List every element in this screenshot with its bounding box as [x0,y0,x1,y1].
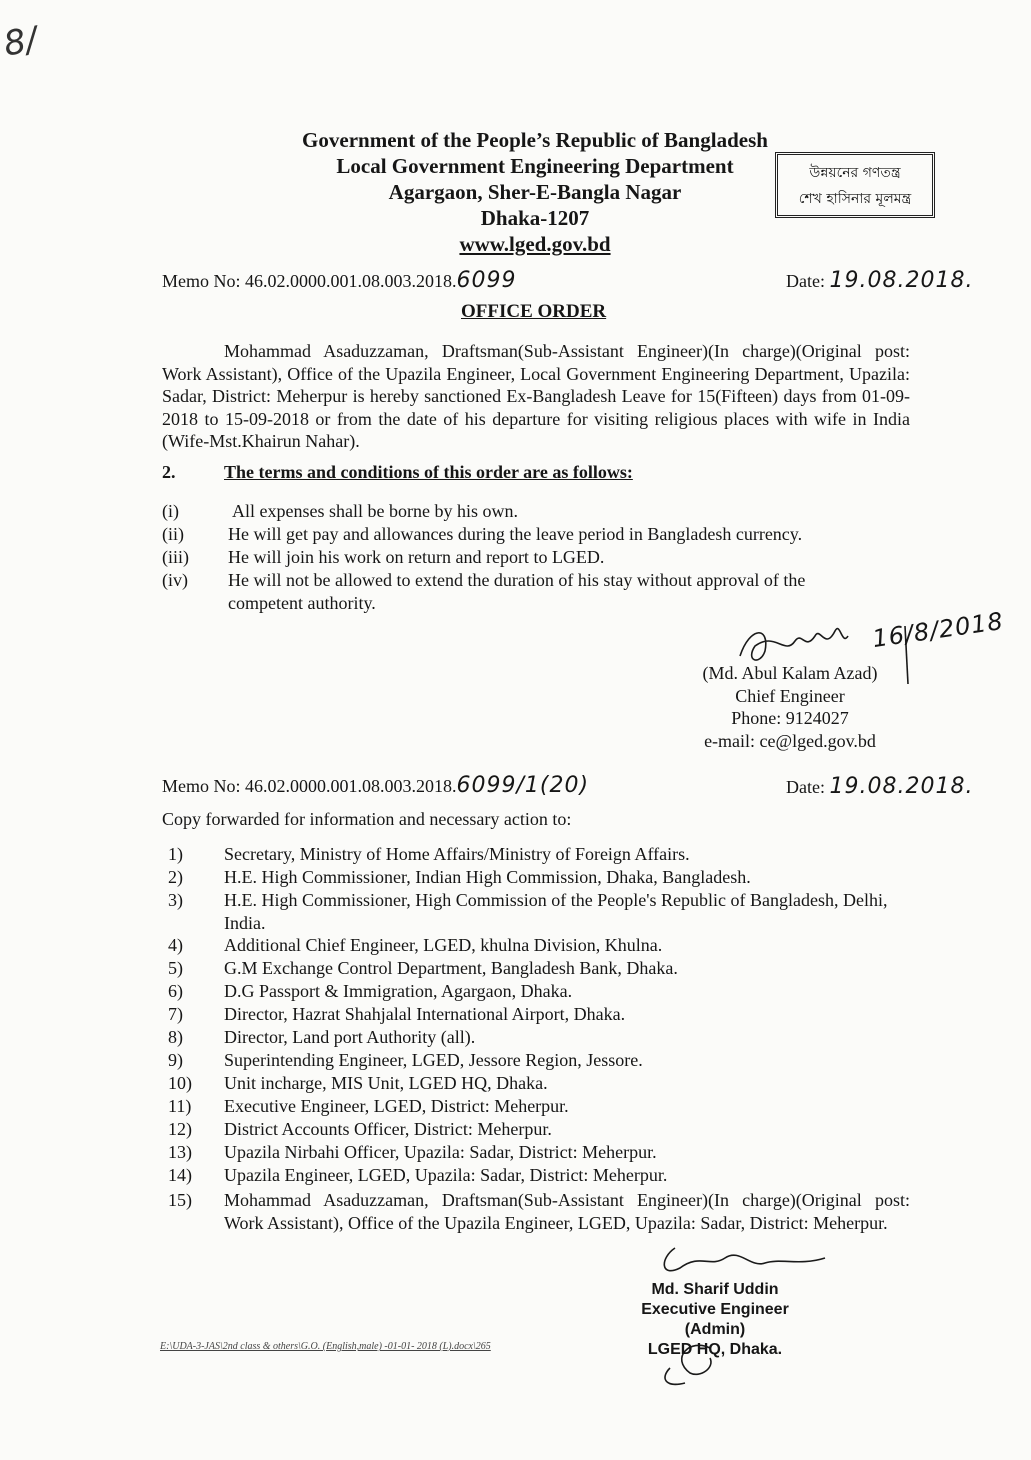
signatory-1-title: Chief Engineer [735,685,845,706]
signatory-1-email: e-mail: ce@lged.gov.bd [704,730,876,751]
signatory-1-name: (Md. Abul Kalam Azad) [702,663,878,683]
term-num: (ii) [162,524,184,544]
recipient-text: H.E. High Commissioner, High Commission of the People's Republic of Bangladesh, Delhi, India. [224,890,888,933]
recipient-num: 2) [168,867,183,887]
recipient-num: 9) [168,1050,183,1070]
memo-number-2 [162,775,589,797]
term-text: He will not be allowed to extend the duration of his stay without approval of the competent authority. [228,570,806,613]
header-address: Agargaon, Sher-E-Bangla Nagar [388,180,682,204]
corner-handwritten-mark: 8/ [0,19,41,65]
website-wrapper [230,231,840,257]
header-city: Dhaka-1207 [480,206,590,230]
signature-date: 16/8/2018 [870,606,1006,654]
term-num: (iv) [162,570,188,590]
header-government: Government of the People’s Republic of Bangladesh [302,128,768,152]
slogan-line-1: উন্নয়নের গণতন্ত্র [809,165,901,181]
recipient-num: 11) [168,1096,192,1116]
memo-prefix-2: Memo No: 46.02.0000.001.08.003.2018. [162,776,457,796]
recipient-num: 8) [168,1027,183,1047]
recipient-text: Secretary, Ministry of Home Affairs/Ministry of Foreign Affairs. [224,844,690,864]
handwritten-date-2: 19.08.2018. [829,774,974,799]
term-num: (i) [162,501,179,521]
term-text: He will get pay and allowances during the leave period in Bangladesh currency. [228,524,803,544]
recipient-num: 12) [168,1119,192,1139]
header-department: Local Government Engineering Department [336,154,734,178]
memo-date-1 [786,270,973,292]
recipient-text: Upazila Nirbahi Officer, Upazila: Sadar, District: Meherpur. [224,1142,657,1162]
footer-file-path: E:\UDA-3-JAS\2nd class & others\G.O. (English,male) -01-01- 2018 (L).docx\265 [160,1341,491,1352]
recipient-text: H.E. High Commissioner, Indian High Commission, Dhaka, Bangladesh. [224,867,751,887]
term-text: He will join his work on return and report to LGED. [228,547,605,567]
recipient-text: Mohammad Asaduzzaman, Draftsman(Sub-Assistant Engineer)(In charge)(Original post: Work Assistant), Office of the Upazila Engineer, LGED, Upazila: Sadar, District: Meherpur. [224,1190,910,1233]
website-link[interactable]: www.lged.gov.bd [459,232,611,256]
terms-heading: The terms and conditions of this order are as follows: [224,462,633,482]
memo-handwritten-no-2: 6099/1(20) [456,773,590,798]
date-label-2: Date: [786,777,825,797]
recipient-text: Director, Hazrat Shahjalal International Airport, Dhaka. [224,1004,626,1024]
signatory-1-phone: Phone: 9124027 [731,708,849,728]
recipient-text: Superintending Engineer, LGED, Jessore Region, Jessore. [224,1050,643,1070]
recipient-num: 5) [168,958,183,978]
terms-number: 2. [162,462,176,482]
recipient-num: 14) [168,1165,192,1185]
signatory-2-title: Executive Engineer (Admin) [641,1301,789,1338]
recipient-num: 3) [168,890,183,910]
recipient-text: Additional Chief Engineer, LGED, khulna Division, Khulna. [224,935,663,955]
office-order-title: OFFICE ORDER [461,301,607,322]
memo-prefix-1: Memo No: 46.02.0000.001.08.003.2018. [162,271,457,291]
term-text: All expenses shall be borne by his own. [232,501,518,521]
order-body-paragraph: Mohammad Asaduzzaman, Draftsman(Sub-Assistant Engineer)(In charge)(Original post: Work Assistant), Office of the Upazila Engineer, Local Government Engineering Department, Upazila: Sadar, District: Meherpur is hereby sanctioned Ex-Bangladesh Leave for 15(Fifteen) days from 01-09-2018 to 15-09-2018 or from the date of his departure for visiting religious places with wife in India (Wife-Mst.Khairun Nahar). [162,341,910,451]
recipient-text: G.M Exchange Control Department, Bangladesh Bank, Dhaka. [224,958,678,978]
date-label-1: Date: [786,271,825,291]
copy-forward-intro: Copy forwarded for information and necessary action to: [162,809,572,829]
recipient-num: 13) [168,1142,192,1162]
recipient-text: Upazila Engineer, LGED, Upazila: Sadar, District: Meherpur. [224,1165,668,1185]
recipient-text: D.G Passport & Immigration, Agargaon, Dhaka. [224,981,573,1001]
recipient-num: 1) [168,844,183,864]
signatory-2-name: Md. Sharif Uddin [651,1281,779,1298]
memo-number-1 [162,270,517,292]
slogan-line-2: শেখ হাসিনার মূলমন্ত্র [798,191,912,207]
signatory-executive-engineer [610,1280,820,1360]
recipient-text: Unit incharge, MIS Unit, LGED HQ, Dhaka. [224,1073,548,1093]
recipient-num: 4) [168,935,183,955]
recipient-num: 6) [168,981,183,1001]
recipient-num: 7) [168,1004,183,1024]
term-num: (iii) [162,547,189,567]
recipient-text: Director, Land port Authority (all). [224,1027,476,1047]
slogan-box [775,152,935,218]
recipient-text: Executive Engineer, LGED, District: Meherpur. [224,1096,569,1116]
recipient-num: 15) [168,1190,192,1210]
memo-handwritten-no-1: 6099 [456,268,517,293]
handwritten-date-1: 19.08.2018. [829,268,974,293]
recipient-num: 10) [168,1073,192,1093]
memo-date-2 [786,776,973,798]
recipient-text: District Accounts Officer, District: Meherpur. [224,1119,552,1139]
signatory-chief-engineer [680,662,900,752]
signatory-2-office: LGED HQ, Dhaka. [647,1341,783,1358]
